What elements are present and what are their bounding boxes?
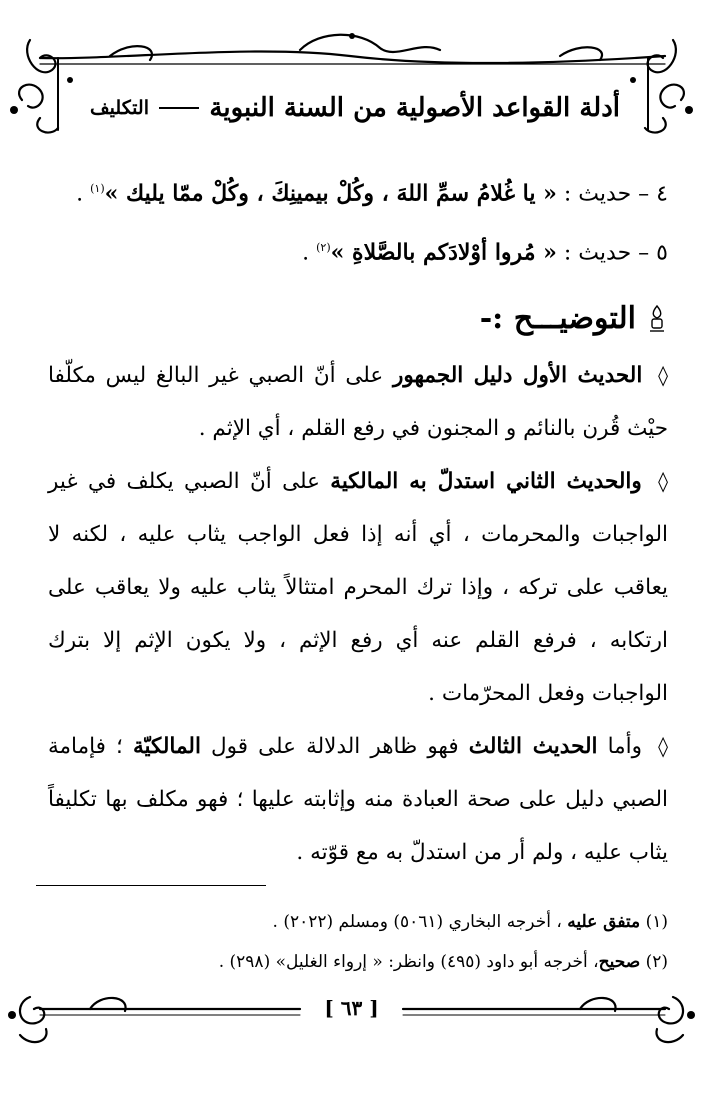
footnotes xyxy=(48,902,668,982)
paragraph-lead: الحديث الثالث xyxy=(468,733,598,759)
paragraph-body-end: ؛ فإمامة الصبي دليل على صحة العبادة منه وإثابته عليها ؛ فهو مكلف بها تكليفاً يثاب عليه ، ولم أر من استدلّ به مع قوّته . xyxy=(48,733,668,865)
main-content xyxy=(48,162,668,879)
book-title: أدلة القواعد الأصولية من السنة النبوية xyxy=(209,93,620,123)
chapter-name: التكليف xyxy=(90,97,149,119)
footnote-number: (٢) xyxy=(645,952,668,972)
header-rule xyxy=(159,107,199,109)
section-heading xyxy=(48,289,668,349)
footnote-ref: (٢) xyxy=(316,241,331,255)
paragraph-pre: وأما xyxy=(597,733,643,759)
hadith-end: . xyxy=(76,181,84,207)
hadith-prefix: ٤ – حديث : xyxy=(563,181,668,207)
footnote-text: ، أخرجه البخاري (٥٠٦١) ومسلم (٢٠٢٢) . xyxy=(272,912,568,932)
paragraph-lead: والحديث الثاني استدلّ به المالكية xyxy=(330,468,642,494)
paragraph-emphasis: المالكيّة xyxy=(132,733,201,759)
explanation-paragraph-3 xyxy=(48,720,668,879)
hadith-5 xyxy=(48,221,668,280)
diamond-bullet-icon: ◊ xyxy=(658,468,668,493)
diamond-bullet-icon: ◊ xyxy=(658,733,669,758)
footnote-2 xyxy=(48,942,668,982)
footnote-ref: (١) xyxy=(90,182,105,195)
footnote-separator xyxy=(36,885,266,886)
page-number: [ ٦٣ ] xyxy=(324,996,379,1020)
hadith-4 xyxy=(48,162,668,221)
hadith-prefix: ٥ – حديث : xyxy=(563,240,668,266)
footnote-grade: متفق عليه xyxy=(567,912,641,932)
hadith-text: « مُروا أوْلادَكم بالصَّلاةِ » xyxy=(330,239,557,266)
paragraph-body: على أنّ الصبي يكلف في غير الواجبات والمحرمات ، أي أنه إذا فعل الواجب يثاب عليه ، لكنه لا يعاقب على تركه ، وإذا ترك المحرم امتثالاً يثاب عليه ولا يعاقب على ارتكابه ، فرفع القلم عنه أي رفع الإثم ، ولا يكون الإثم إلا بترك الواجبات وفعل المحرّمات . xyxy=(48,468,668,706)
explanation-paragraph-1 xyxy=(48,349,668,455)
footnote-text: ، أخرجه أبو داود (٤٩٥) وانظر: « إرواء الغليل» (٢٩٨) . xyxy=(218,952,599,972)
paragraph-body: فهو ظاهر الدلالة على قول xyxy=(200,733,469,759)
footnote-number: (١) xyxy=(645,912,668,932)
section-heading-text: التوضيـــح :- xyxy=(479,300,636,336)
running-header xyxy=(90,88,620,128)
lamp-icon xyxy=(646,304,668,334)
diamond-bullet-icon: ◊ xyxy=(658,362,668,387)
explanation-paragraph-2 xyxy=(48,455,668,720)
footnote-grade: صحيح xyxy=(598,952,641,972)
paragraph-lead: الحديث الأول دليل الجمهور xyxy=(392,362,643,388)
paragraph-body: على أنّ الصبي غير البالغ ليس مكلّفا حيْث قُرن بالنائم و المجنون في رفع القلم ، أي الإثم . xyxy=(48,362,668,441)
footnote-1 xyxy=(48,902,668,942)
hadith-text: « يا غُلامُ سمِّ اللهَ ، وكُلْ بيمينِكَ ، وكُلْ ممّا يليك » xyxy=(104,180,557,207)
hadith-end: . xyxy=(302,240,310,266)
